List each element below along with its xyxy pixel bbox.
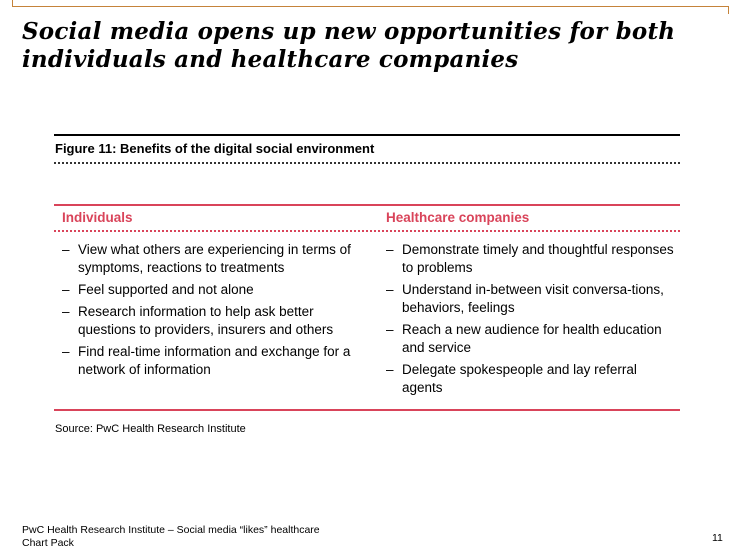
list-item-text: Research information to help ask better questions to providers, insurers and others [78,304,334,337]
healthcare-companies-list [386,241,676,401]
figure-top-rule [54,134,680,136]
figure-dotted-rule [54,162,680,164]
dash-bullet: – [386,322,394,337]
table-bottom-rule [54,409,680,411]
list-item-text: Reach a new audience for health education and service [402,322,662,355]
list-item-text: View what others are experiencing in terms of symptoms, reactions to treatments [78,242,351,275]
list-item-text: Understand in-between visit conversa-tions, behaviors, feelings [402,282,664,315]
column-header-individuals: Individuals [62,210,133,225]
figure-title: Figure 11: Benefits of the digital social environment [55,141,375,156]
table-top-rule [54,204,680,206]
list-item [386,361,676,397]
list-item [386,281,676,317]
dash-bullet: – [386,362,394,377]
dash-bullet: – [386,282,394,297]
top-rule [12,6,728,7]
figure-source: Source: PwC Health Research Institute [55,423,246,435]
list-item [62,343,372,379]
page-number: 11 [712,532,723,544]
list-item-text: Demonstrate timely and thoughtful responses to problems [402,242,674,275]
list-item [62,241,372,277]
list-item-text: Find real-time information and exchange for a network of information [78,344,351,377]
dash-bullet: – [62,242,70,257]
list-item [386,241,676,277]
list-item [62,281,372,299]
dash-bullet: – [62,304,70,319]
column-header-healthcare-companies: Healthcare companies [386,210,530,225]
list-item [62,303,372,339]
dash-bullet: – [62,344,70,359]
footer-line-1: PwC Health Research Institute – Social media “likes” healthcare [22,524,320,536]
list-item-text: Delegate spokespeople and lay referral agents [402,362,637,395]
list-item-text: Feel supported and not alone [78,282,254,297]
footer [22,524,422,550]
top-rule-right [728,6,729,14]
individuals-list [62,241,372,383]
footer-line-2: Chart Pack [22,537,74,549]
list-item [386,321,676,357]
dash-bullet: – [386,242,394,257]
table-header-dotted-rule [54,230,680,232]
page-title: Social media opens up new opportunities for both individuals and healthcare companies [22,18,676,73]
dash-bullet: – [62,282,70,297]
